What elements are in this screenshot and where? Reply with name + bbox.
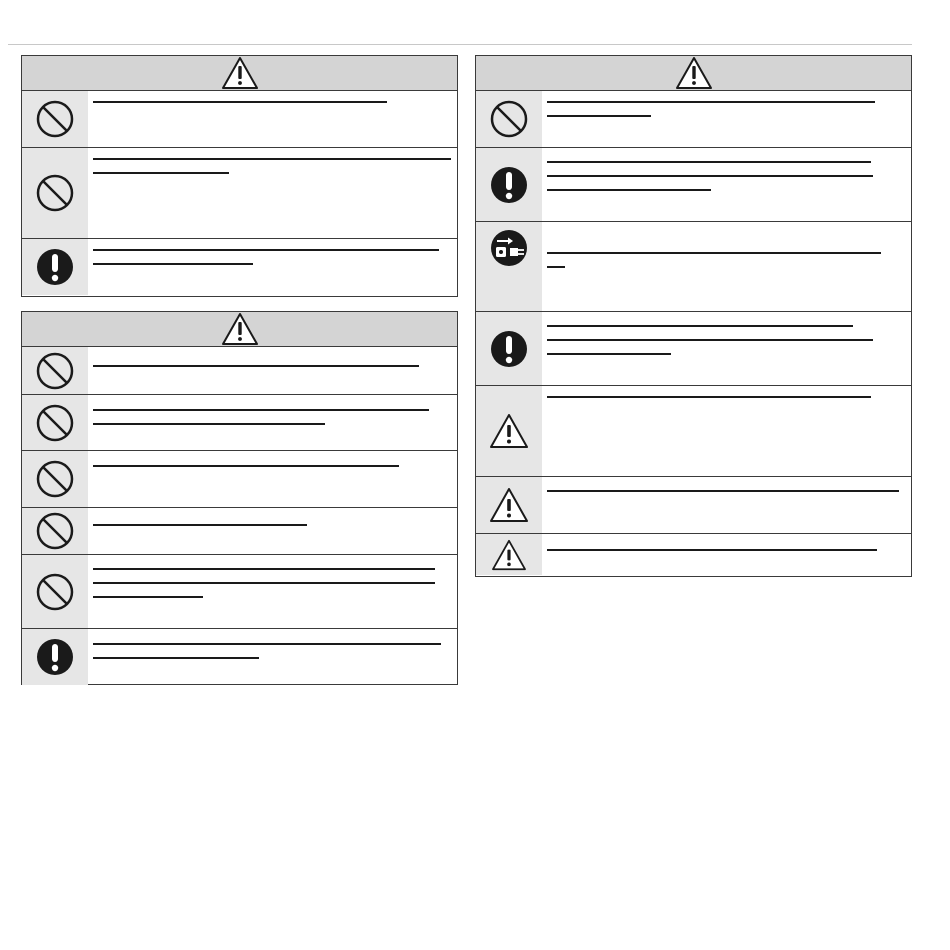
list-item — [476, 222, 911, 312]
list-item — [22, 347, 457, 395]
caution-triangle-icon — [476, 534, 542, 575]
prohibition-icon — [22, 91, 88, 147]
caution-triangle-icon — [476, 477, 542, 533]
warning-panel-left-bottom — [21, 311, 458, 685]
list-item — [22, 555, 457, 629]
item-text — [88, 239, 457, 295]
warning-triangle-icon — [221, 312, 259, 346]
list-item — [22, 451, 457, 508]
item-text — [88, 395, 457, 450]
mandatory-action-icon — [476, 312, 542, 385]
item-text — [88, 508, 457, 554]
panel-header — [22, 56, 457, 91]
item-text — [542, 534, 911, 575]
mandatory-action-icon — [22, 239, 88, 295]
list-item — [22, 91, 457, 148]
prohibition-icon — [22, 451, 88, 507]
mandatory-action-icon — [476, 148, 542, 221]
warning-panel-right — [475, 55, 912, 577]
top-divider — [8, 44, 912, 45]
item-text — [542, 312, 911, 385]
prohibition-icon — [22, 148, 88, 238]
item-text — [88, 629, 457, 685]
panel-header — [476, 56, 911, 91]
warning-triangle-icon — [675, 56, 713, 90]
prohibition-icon — [476, 91, 542, 147]
list-item — [476, 534, 911, 575]
mandatory-action-icon — [22, 629, 88, 685]
list-item — [22, 629, 457, 685]
list-item — [476, 312, 911, 386]
list-item — [476, 148, 911, 222]
list-item — [22, 148, 457, 239]
prohibition-icon — [22, 555, 88, 628]
prohibition-icon — [22, 508, 88, 554]
list-item — [22, 239, 457, 295]
warning-panel-left-top — [21, 55, 458, 297]
prohibition-icon — [22, 347, 88, 394]
item-text — [542, 91, 911, 147]
prohibition-icon — [22, 395, 88, 450]
item-text — [542, 148, 911, 221]
item-text — [88, 451, 457, 507]
list-item — [22, 395, 457, 451]
warning-triangle-icon — [221, 56, 259, 90]
list-item — [22, 508, 457, 555]
caution-triangle-icon — [476, 386, 542, 476]
item-text — [88, 555, 457, 628]
item-text — [542, 222, 911, 311]
item-text — [542, 386, 911, 476]
unplug-icon — [476, 222, 542, 311]
list-item — [476, 386, 911, 477]
item-text — [88, 148, 459, 238]
panel-header — [22, 312, 457, 347]
list-item — [476, 477, 911, 534]
item-text — [542, 477, 911, 533]
list-item — [476, 91, 911, 148]
item-text — [88, 347, 457, 394]
item-text — [88, 91, 457, 147]
